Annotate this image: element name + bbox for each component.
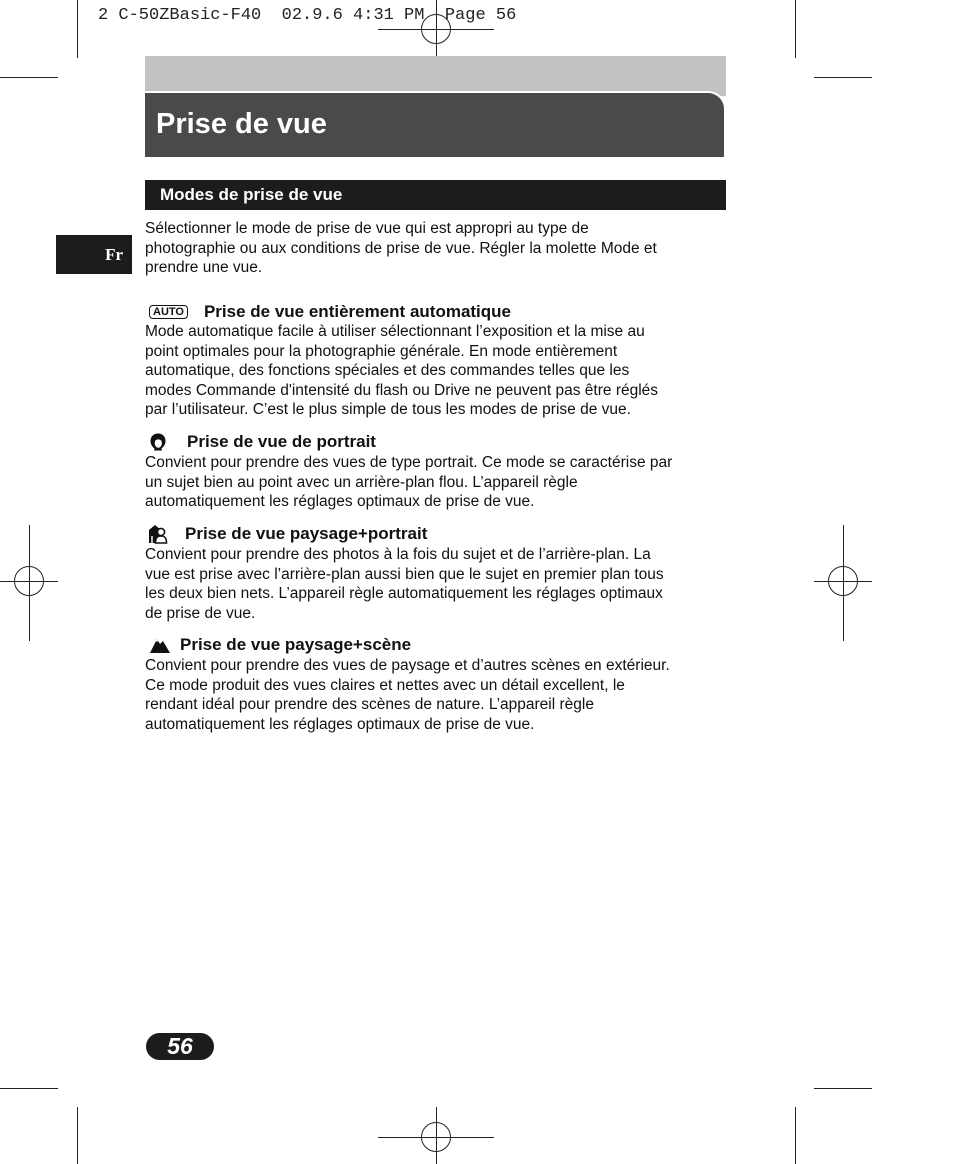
text-line: modes Commande d'intensité du flash ou Drive ne peuvent pas être réglés [145,381,659,399]
text-line: automatiquement les réglages optimaux de prise de vue. [145,715,535,733]
text-line: Convient pour prendre des vues de paysage et d’autres scènes en extérieur. [145,657,670,674]
mode-heading-auto [145,302,511,322]
mode-title: Prise de vue entièrement automatique [203,302,512,321]
mode-heading-portrait [145,432,376,452]
crop-mark [795,0,796,58]
mode-title: Prise de vue paysage+scène [180,635,412,654]
auto-badge: AUTO [149,305,188,319]
text-line: vue est prise avec l’arrière-plan aussi bien que le sujet en premier plan tous [145,565,664,583]
text-line: prendre une vue. [145,259,263,276]
auto-icon [145,305,188,319]
crop-mark [77,0,78,58]
crop-mark [77,1107,78,1164]
crop-mark [795,1107,796,1164]
text-line: automatiquement les réglages optimaux de prise de vue. [145,493,535,510]
page-title: Prise de vue [156,108,327,140]
mode-title: Prise de vue paysage+portrait [185,524,428,543]
crop-mark [0,77,58,78]
printer-slug-line: 2 C-50ZBasic-F40 02.9.6 4:31 PM Page 56 [98,6,517,25]
crop-mark [814,77,872,78]
text-line: automatique, des fonctions spéciales et des commandes telles que les [145,362,630,379]
mode-description-landscape-scene [145,656,730,734]
portrait-icon [148,432,168,452]
intro-paragraph [145,219,730,278]
text-line: photographie ou aux conditions de prise de vue. Régler la molette Mode et [145,239,657,257]
text-line: de prise de vue. [145,604,256,622]
mode-heading-landscape-portrait [145,524,427,544]
page-number: 56 [146,1033,214,1060]
text-line: par l’utilisateur. C’est le plus simple de tous les modes de prise de vue. [145,401,631,418]
text-line: un sujet bien au point avec un arrière-plan flou. L’appareil règle [145,473,578,491]
mode-description-portrait [145,453,730,512]
mode-description-auto [145,322,730,420]
crop-mark [0,1088,58,1089]
text-line: Convient pour prendre des photos à la fois du sujet et de l’arrière-plan. La [145,546,651,563]
title-banner-top [145,56,726,96]
text-line: Convient pour prendre des vues de type portrait. Ce mode se caractérise par [145,454,673,471]
text-line: Ce mode produit des vues claires et nettes avec un détail excellent, le [145,676,625,694]
text-line: les deux bien nets. L’appareil règle automatiquement les réglages optimaux [145,585,663,602]
text-line: rendant idéal pour prendre des scènes de nature. L’appareil règle [145,696,594,713]
mode-description-landscape-portrait [145,545,730,623]
text-line: Sélectionner le mode de prise de vue qui est appropri au type de [145,220,589,237]
mode-title: Prise de vue de portrait [187,432,376,451]
landscape-scene-icon [149,636,171,654]
text-line: point optimales pour la photographie générale. En mode entièrement [145,342,618,360]
landscape-portrait-icon [147,524,169,544]
section-title: Modes de prise de vue [160,185,343,204]
mode-heading-landscape-scene [145,635,411,655]
language-tab: Fr [56,235,132,274]
crop-mark [814,1088,872,1089]
text-line: Mode automatique facile à utiliser sélectionnant l’exposition et la mise au [145,323,645,340]
